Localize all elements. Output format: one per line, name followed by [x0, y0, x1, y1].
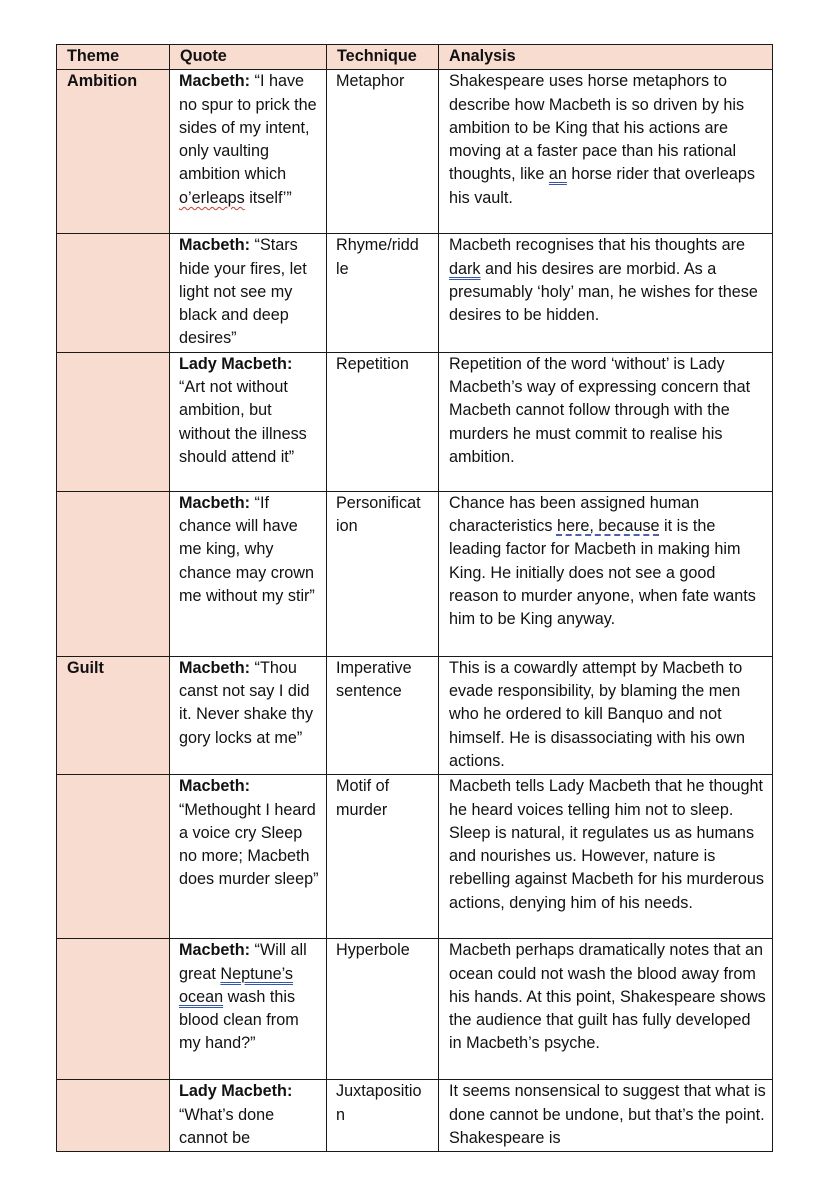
technique-cell: Hyperbole: [327, 939, 439, 1080]
analysis-cell: Repetition of the word ‘without’ is Lady Macbeth’s way of expressing concern that Macbeth cannot follow through with the murders he must commit to realise his ambition.: [439, 352, 773, 491]
quote-text: “I have no spur to prick the sides of my intent, only vaulting ambition which o’erleaps itself’”: [179, 72, 317, 207]
quote-cell: [170, 1080, 327, 1152]
table-row: [57, 491, 773, 656]
table-row: [57, 234, 773, 352]
technique-cell: Motif of murder: [327, 775, 439, 939]
technique-cell: Metaphor: [327, 70, 439, 234]
header-quote: Quote: [170, 45, 327, 70]
header-analysis: Analysis: [439, 45, 773, 70]
quote-cell: [170, 70, 327, 234]
quote-speaker: Macbeth:: [179, 777, 251, 796]
quote-speaker: Macbeth:: [179, 236, 251, 255]
quote-text: “If chance will have me king, why chance may crown me without my stir”: [179, 493, 315, 605]
quote-text: “Thou canst not say I did it. Never shake thy gory locks at me”: [179, 658, 314, 747]
quote-cell: [170, 234, 327, 352]
quote-cell: [170, 939, 327, 1080]
header-theme: Theme: [57, 45, 170, 70]
theme-cell: [57, 491, 170, 656]
table-row: [57, 1080, 773, 1152]
quote-text: “Methought I heard a voice cry Sleep no more; Macbeth does murder sleep”: [179, 800, 319, 889]
table-row: [57, 939, 773, 1080]
table-row: [57, 656, 773, 774]
quote-text: “Stars hide your fires, let light not see my black and deep desires”: [179, 236, 307, 348]
proofing-underline: an: [548, 165, 567, 184]
theme-cell: [57, 352, 170, 491]
quote-speaker: Macbeth:: [179, 941, 251, 960]
technique-cell: Imperative sentence: [327, 656, 439, 774]
proofing-underline: Neptune’s ocean: [179, 964, 294, 1006]
analysis-cell: Macbeth recognises that his thoughts are dark and his desires are morbid. As a presumably ‘holy’ man, he wishes for these desires to be hidden.: [439, 234, 773, 352]
technique-cell: Rhyme/ridd le: [327, 234, 439, 352]
quote-speaker: Macbeth:: [179, 658, 251, 677]
theme-cell: Guilt: [57, 656, 170, 774]
technique-cell: Juxtapositio n: [327, 1080, 439, 1152]
theme-cell: [57, 234, 170, 352]
header-technique: Technique: [327, 45, 439, 70]
quote-cell: [170, 775, 327, 939]
theme-cell: [57, 1080, 170, 1152]
technique-cell: Repetition: [327, 352, 439, 491]
quote-speaker: Macbeth:: [179, 493, 251, 512]
analysis-cell: This is a cowardly attempt by Macbeth to evade responsibility, by blaming the men who he ordered to kill Banquo and not himself. He is disassociating with his own actions.: [439, 656, 773, 774]
analysis-cell: Shakespeare uses horse metaphors to describe how Macbeth is so driven by his ambition to be King that his actions are moving at a faster pace than his rational thoughts, like an horse rider that overleaps his vault.: [439, 70, 773, 234]
quote-text: “Will all great Neptune’s ocean wash this blood clean from my hand?”: [179, 941, 307, 1053]
technique-cell: Personificat ion: [327, 491, 439, 656]
quote-speaker: Lady Macbeth:: [179, 354, 293, 373]
table-row: [57, 70, 773, 234]
table-row: [57, 775, 773, 939]
quote-cell: [170, 491, 327, 656]
analysis-cell: Macbeth perhaps dramatically notes that an ocean could not wash the blood away from his hands. At this point, Shakespeare shows the audience that guilt has fully developed in Macbeth’s psyche.: [439, 939, 773, 1080]
table-row: [57, 352, 773, 491]
proofing-underline: here, because: [556, 517, 660, 536]
theme-cell: Ambition: [57, 70, 170, 234]
theme-cell: [57, 939, 170, 1080]
quotes-table: [56, 44, 773, 1152]
analysis-cell: Macbeth tells Lady Macbeth that he thought he heard voices telling him not to sleep. Sleep is natural, it regulates us as humans and nourishes us. However, nature is rebelling against Macbeth for his murderous actions, denying him of his needs.: [439, 775, 773, 939]
quote-speaker: Lady Macbeth:: [179, 1082, 293, 1101]
quote-cell: [170, 656, 327, 774]
quote-text: “Art not without ambition, but without the illness should attend it”: [179, 378, 307, 466]
theme-cell: [57, 775, 170, 939]
quote-speaker: Macbeth:: [179, 72, 251, 91]
quote-text: “What’s done cannot be: [179, 1105, 275, 1147]
analysis-cell: It seems nonsensical to suggest that what is done cannot be undone, but that’s the point. Shakespeare is: [439, 1080, 773, 1152]
proofing-underline: dark: [449, 259, 481, 278]
analysis-cell: Chance has been assigned human characteristics here, because it is the leading factor for Macbeth in making him King. He initially does not see a good reason to murder anyone, when fate wants him to be King anyway.: [439, 491, 773, 656]
table-header-row: [57, 45, 773, 70]
quote-cell: [170, 352, 327, 491]
proofing-underline: o’erleaps: [179, 188, 245, 207]
